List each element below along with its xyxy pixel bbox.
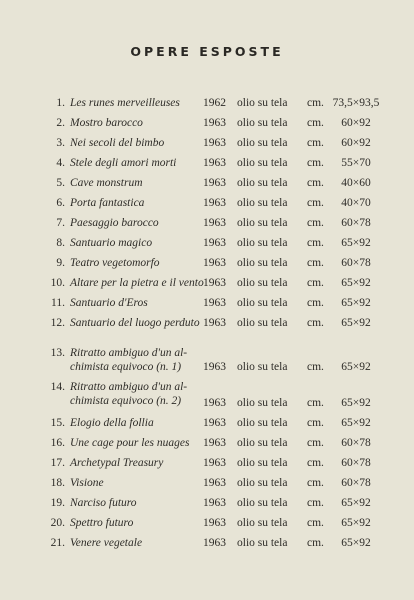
item-dimensions: 40×60	[341, 177, 371, 189]
item-number: 18.	[50, 477, 65, 489]
item-title: Les runes merveilleuses	[70, 97, 180, 109]
item-year: 1963	[203, 217, 226, 229]
list-item	[0, 456, 414, 476]
item-title: Spettro futuro	[70, 517, 134, 529]
list-item	[0, 416, 414, 436]
item-number: 13.	[50, 347, 65, 359]
item-medium: olio su tela	[237, 257, 288, 269]
list-item	[0, 536, 414, 556]
item-unit: cm.	[307, 157, 324, 169]
item-title: Porta fantastica	[70, 197, 145, 209]
item-number: 8.	[56, 237, 65, 249]
item-unit: cm.	[307, 317, 324, 329]
item-year: 1963	[203, 437, 226, 449]
item-medium: olio su tela	[237, 537, 288, 549]
item-title: Nei secoli del bimbo	[70, 137, 165, 149]
item-unit: cm.	[307, 397, 324, 409]
item-number: 7.	[56, 217, 65, 229]
item-year: 1963	[203, 297, 226, 309]
item-year: 1963	[203, 257, 226, 269]
item-unit: cm.	[307, 117, 324, 129]
item-title: Santuario d'Eros	[70, 297, 148, 309]
item-title: Cave monstrum	[70, 177, 143, 189]
item-title: Stele degli amori morti	[70, 157, 177, 169]
item-dimensions: 55×70	[341, 157, 371, 169]
item-title: Mostro barocco	[70, 117, 143, 129]
item-title: Venere vegetale	[70, 537, 143, 549]
list-item	[0, 476, 414, 496]
item-number: 16.	[50, 437, 65, 449]
item-unit: cm.	[307, 97, 324, 109]
list-item	[0, 216, 414, 236]
item-dimensions: 65×92	[341, 417, 371, 429]
item-medium: olio su tela	[237, 117, 288, 129]
item-number: 1.	[56, 97, 65, 109]
item-unit: cm.	[307, 277, 324, 289]
item-medium: olio su tela	[237, 157, 288, 169]
item-unit: cm.	[307, 517, 324, 529]
item-number: 6.	[56, 197, 65, 209]
item-dimensions: 65×92	[341, 497, 371, 509]
list-item	[0, 156, 414, 176]
item-unit: cm.	[307, 177, 324, 189]
item-dimensions: 65×92	[341, 297, 371, 309]
item-number: 19.	[50, 497, 65, 509]
item-year: 1963	[203, 397, 226, 409]
item-medium: olio su tela	[237, 417, 288, 429]
item-title: Visione	[70, 477, 104, 489]
item-number: 4.	[56, 157, 65, 169]
item-number: 3.	[56, 137, 65, 149]
item-number: 12.	[50, 317, 65, 329]
item-unit: cm.	[307, 197, 324, 209]
item-unit: cm.	[307, 457, 324, 469]
item-number: 20.	[50, 517, 65, 529]
item-title: Narciso futuro	[70, 497, 137, 509]
item-title: Santuario magico	[70, 237, 153, 249]
item-unit: cm.	[307, 497, 324, 509]
item-medium: olio su tela	[237, 297, 288, 309]
item-year: 1963	[203, 497, 226, 509]
item-medium: olio su tela	[237, 457, 288, 469]
item-title: Teatro vegetomorfo	[70, 257, 160, 269]
item-medium: olio su tela	[237, 97, 288, 109]
item-medium: olio su tela	[237, 197, 288, 209]
item-medium: olio su tela	[237, 317, 288, 329]
list-item	[0, 236, 414, 256]
item-medium: olio su tela	[237, 477, 288, 489]
item-dimensions: 60×92	[341, 137, 371, 149]
item-dimensions: 65×92	[341, 517, 371, 529]
item-year: 1963	[203, 177, 226, 189]
item-medium: olio su tela	[237, 517, 288, 529]
item-year: 1963	[203, 197, 226, 209]
item-unit: cm.	[307, 217, 324, 229]
item-medium: olio su tela	[237, 497, 288, 509]
item-medium: olio su tela	[237, 137, 288, 149]
item-dimensions: 65×92	[341, 317, 371, 329]
item-dimensions: 73,5×93,5	[332, 97, 380, 109]
item-medium: olio su tela	[237, 217, 288, 229]
item-title: Archetypal Treasury	[70, 457, 164, 469]
item-title: Elogio della follia	[70, 417, 154, 429]
item-number: 11.	[51, 297, 65, 309]
item-dimensions: 60×78	[341, 457, 371, 469]
item-number: 15.	[50, 417, 65, 429]
item-dimensions: 65×92	[341, 237, 371, 249]
item-year: 1963	[203, 361, 226, 373]
item-year: 1963	[203, 157, 226, 169]
list-item	[0, 116, 414, 136]
item-dimensions: 65×92	[341, 397, 371, 409]
item-number: 14.	[50, 381, 65, 393]
item-dimensions: 65×92	[341, 361, 371, 373]
list-item	[0, 380, 414, 420]
list-item	[0, 196, 414, 216]
item-medium: olio su tela	[237, 277, 288, 289]
item-title: Ritratto ambiguo d'un al-chimista equivoco (n. 1)	[70, 347, 188, 373]
item-number: 21.	[50, 537, 65, 549]
page-title: OPERE ESPOSTE	[130, 44, 284, 59]
item-year: 1963	[203, 517, 226, 529]
item-title: Santuario del luogo perduto	[70, 317, 200, 329]
item-number: 9.	[56, 257, 65, 269]
item-year: 1963	[203, 137, 226, 149]
item-number: 17.	[50, 457, 65, 469]
item-unit: cm.	[307, 297, 324, 309]
item-unit: cm.	[307, 137, 324, 149]
item-year: 1963	[203, 317, 226, 329]
item-dimensions: 65×92	[341, 277, 371, 289]
list-item	[0, 96, 414, 116]
item-unit: cm.	[307, 417, 324, 429]
list-item	[0, 316, 414, 336]
item-year: 1963	[203, 117, 226, 129]
item-dimensions: 40×70	[341, 197, 371, 209]
item-title: Paesaggio barocco	[70, 217, 159, 229]
item-unit: cm.	[307, 477, 324, 489]
list-item	[0, 136, 414, 156]
list-item	[0, 276, 414, 296]
item-medium: olio su tela	[237, 437, 288, 449]
item-unit: cm.	[307, 361, 324, 373]
item-unit: cm.	[307, 437, 324, 449]
item-year: 1963	[203, 417, 226, 429]
list-item	[0, 176, 414, 196]
item-year: 1963	[203, 477, 226, 489]
item-unit: cm.	[307, 237, 324, 249]
list-item	[0, 296, 414, 316]
item-dimensions: 60×92	[341, 117, 371, 129]
item-dimensions: 60×78	[341, 217, 371, 229]
item-title: Une cage pour les nuages	[70, 437, 190, 449]
item-medium: olio su tela	[237, 177, 288, 189]
item-number: 5.	[56, 177, 65, 189]
item-unit: cm.	[307, 257, 324, 269]
list-item	[0, 436, 414, 456]
item-year: 1963	[203, 457, 226, 469]
item-year: 1963	[203, 237, 226, 249]
item-medium: olio su tela	[237, 397, 288, 409]
item-year: 1963	[203, 277, 226, 289]
item-unit: cm.	[307, 537, 324, 549]
item-dimensions: 60×78	[341, 437, 371, 449]
item-medium: olio su tela	[237, 237, 288, 249]
list-item	[0, 516, 414, 536]
list-item	[0, 256, 414, 276]
item-medium: olio su tela	[237, 361, 288, 373]
item-dimensions: 60×78	[341, 477, 371, 489]
list-item	[0, 496, 414, 516]
item-title: Altare per la pietra e il vento	[70, 277, 204, 289]
item-title: Ritratto ambiguo d'un al-chimista equivoco (n. 2)	[70, 381, 188, 407]
item-dimensions: 60×78	[341, 257, 371, 269]
item-year: 1963	[203, 537, 226, 549]
item-year: 1962	[203, 97, 226, 109]
item-number: 2.	[56, 117, 65, 129]
item-number: 10.	[50, 277, 65, 289]
item-dimensions: 65×92	[341, 537, 371, 549]
